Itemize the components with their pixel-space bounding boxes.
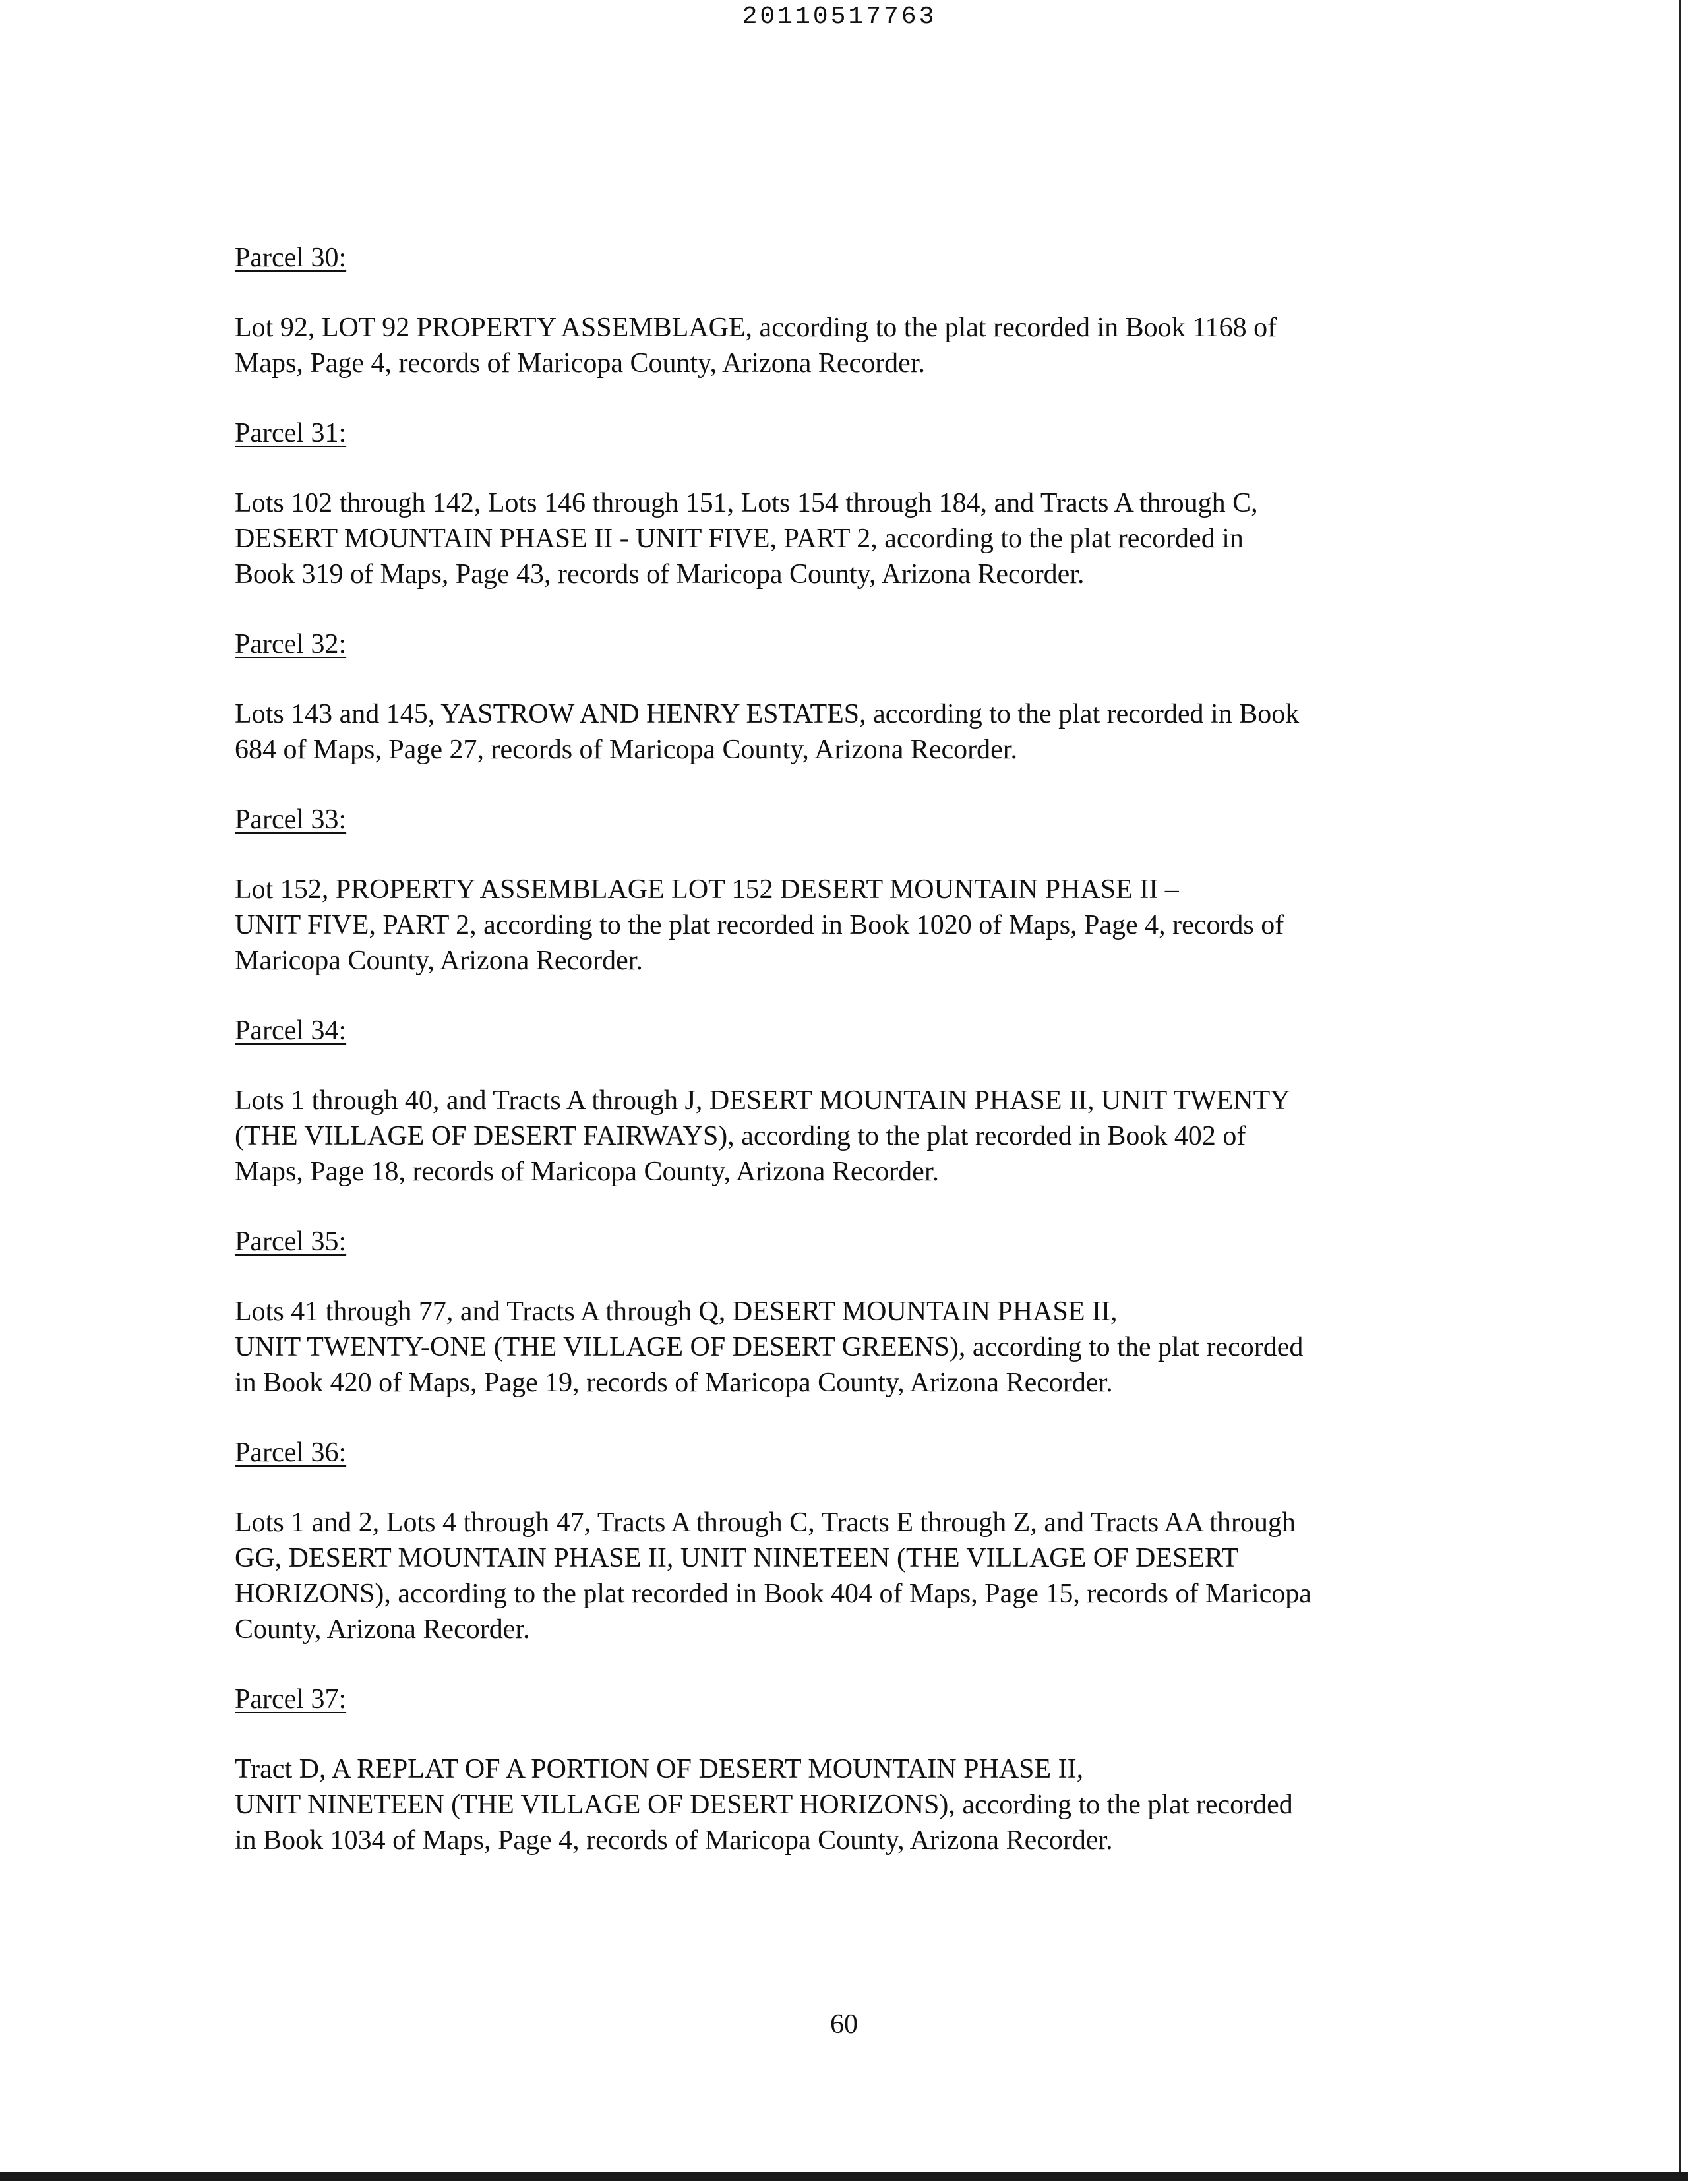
parcel-heading: Parcel 35: (235, 1227, 347, 1257)
parcel-section (235, 415, 1461, 592)
page-number: 60 (830, 2009, 858, 2040)
parcel-section (235, 240, 1461, 381)
parcel-description: Lot 152, PROPERTY ASSEMBLAGE LOT 152 DESERT MOUNTAIN PHASE II – UNIT FIVE, PART 2, according to the plat recorded in Book 1020 of Maps, Page 4, records of Maricopa County, Arizona Recorder. (235, 874, 1284, 976)
parcel-heading: Parcel 37: (235, 1684, 347, 1714)
parcel-heading: Parcel 30: (235, 243, 347, 273)
parcel-list (235, 240, 1461, 1893)
parcel-section (235, 1682, 1461, 1858)
parcel-heading: Parcel 32: (235, 629, 347, 659)
parcel-heading: Parcel 33: (235, 804, 347, 835)
parcel-description: Lots 1 through 40, and Tracts A through J, DESERT MOUNTAIN PHASE II, UNIT TWENTY (THE VILLAGE OF DESERT FAIRWAYS), according to the plat recorded in Book 402 of Maps, Page 18, records of Maricopa County, Arizona Recorder. (235, 1085, 1290, 1187)
parcel-section (235, 1224, 1461, 1401)
parcel-description: Lots 41 through 77, and Tracts A through Q, DESERT MOUNTAIN PHASE II, UNIT TWENTY-ONE (THE VILLAGE OF DESERT GREENS), according to the plat recorded in Book 420 of Maps, Page 19, records of Maricopa County, Arizona Recorder. (235, 1296, 1304, 1398)
parcel-description: Lots 143 and 145, YASTROW AND HENRY ESTATES, according to the plat recorded in Book 684 of Maps, Page 27, records of Maricopa County, Arizona Recorder. (235, 699, 1300, 765)
parcel-description: Lots 1 and 2, Lots 4 through 47, Tracts A through C, Tracts E through Z, and Tracts AA through GG, DESERT MOUNTAIN PHASE II, UNIT NINETEEN (THE VILLAGE OF DESERT HORIZONS), according to the plat recorded in Book 404 of Maps, Page 15, records of Maricopa County, Arizona Recorder. (235, 1507, 1311, 1645)
recording-number: 20110517763 (742, 3, 937, 31)
page-bottom-edge (0, 2172, 1688, 2181)
parcel-description: Lot 92, LOT 92 PROPERTY ASSEMBLAGE, according to the plat recorded in Book 1168 of Maps, Page 4, records of Maricopa County, Arizona Recorder. (235, 313, 1277, 379)
parcel-section (235, 802, 1461, 979)
parcel-heading: Parcel 36: (235, 1438, 347, 1468)
parcel-description: Lots 102 through 142, Lots 146 through 151, Lots 154 through 184, and Tracts A through C, DESERT MOUNTAIN PHASE II - UNIT FIVE, PART 2, according to the plat recorded in Book 319 of Maps, Page 43, records of Maricopa County, Arizona Recorder. (235, 488, 1258, 590)
parcel-section (235, 1013, 1461, 1190)
parcel-section (235, 626, 1461, 768)
parcel-section (235, 1435, 1461, 1647)
parcel-description: Tract D, A REPLAT OF A PORTION OF DESERT MOUNTAIN PHASE II, UNIT NINETEEN (THE VILLAGE OF DESERT HORIZONS), according to the plat recorded in Book 1034 of Maps, Page 4, records of Maricopa County, Arizona Recorder. (235, 1754, 1293, 1856)
parcel-heading: Parcel 31: (235, 418, 347, 448)
page-right-edge (1679, 0, 1681, 2176)
parcel-heading: Parcel 34: (235, 1016, 347, 1046)
